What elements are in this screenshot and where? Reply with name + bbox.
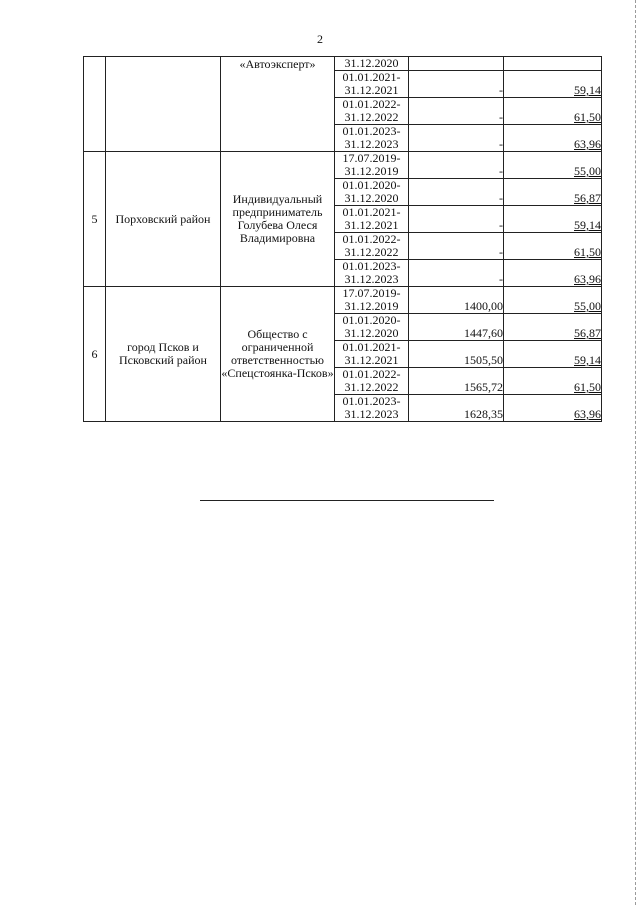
table-row (84, 287, 602, 314)
num-cell (84, 57, 106, 152)
value-cell: 61,50 (504, 98, 602, 125)
value-cell: 56,87 (504, 179, 602, 206)
period-cell: 01.01.2021- 31.12.2021 (335, 341, 409, 368)
period-cell: 01.01.2020- 31.12.2020 (335, 179, 409, 206)
district-cell (106, 57, 221, 152)
value-cell: 59,14 (504, 206, 602, 233)
value-cell: 61,50 (504, 233, 602, 260)
period-cell: 01.01.2023- 31.12.2023 (335, 260, 409, 287)
value-cell: 1505,50 (409, 341, 504, 368)
num-cell: 6 (84, 287, 106, 422)
period-cell: 01.01.2021- 31.12.2021 (335, 71, 409, 98)
period-cell: 01.01.2023- 31.12.2023 (335, 125, 409, 152)
value-cell: - (409, 179, 504, 206)
period-cell: 01.01.2023- 31.12.2023 (335, 395, 409, 422)
value-cell: 55,00 (504, 287, 602, 314)
period-cell: 01.01.2022- 31.12.2022 (335, 98, 409, 125)
organization-cell: «Автоэксперт» (221, 57, 335, 152)
scan-edge-line (634, 0, 636, 905)
table-row (84, 152, 602, 179)
period-cell: 31.12.2020 (335, 57, 409, 71)
value-cell: 63,96 (504, 395, 602, 422)
value-cell: 61,50 (504, 368, 602, 395)
value-cell: 1628,35 (409, 395, 504, 422)
value-cell: - (409, 125, 504, 152)
value-cell: 56,87 (504, 314, 602, 341)
district-cell: Порховский район (106, 152, 221, 287)
value-cell: - (409, 206, 504, 233)
period-cell: 17.07.2019- 31.12.2019 (335, 152, 409, 179)
organization-cell: Общество с ограниченной ответственностью «Спецстоянка-Псков» (221, 287, 335, 422)
value-cell: - (409, 260, 504, 287)
period-cell: 01.01.2021- 31.12.2021 (335, 206, 409, 233)
value-cell: 63,96 (504, 125, 602, 152)
organization-cell: Индивидуальный предприниматель Голубева Олеся Владимировна (221, 152, 335, 287)
num-cell: 5 (84, 152, 106, 287)
value-cell: 1447,60 (409, 314, 504, 341)
value-cell: 59,14 (504, 341, 602, 368)
value-cell: 63,96 (504, 260, 602, 287)
value-cell (504, 57, 602, 71)
value-cell: - (409, 152, 504, 179)
tariff-table (83, 56, 602, 422)
period-cell: 01.01.2020- 31.12.2020 (335, 314, 409, 341)
value-cell: 1565,72 (409, 368, 504, 395)
value-cell: 1400,00 (409, 287, 504, 314)
closing-rule-line (200, 500, 494, 501)
page-number: 2 (317, 32, 323, 46)
period-cell: 01.01.2022- 31.12.2022 (335, 368, 409, 395)
value-cell: 55,00 (504, 152, 602, 179)
value-cell: - (409, 98, 504, 125)
value-cell: - (409, 233, 504, 260)
period-cell: 17.07.2019- 31.12.2019 (335, 287, 409, 314)
value-cell: 59,14 (504, 71, 602, 98)
value-cell (409, 57, 504, 71)
value-cell: - (409, 71, 504, 98)
table-row (84, 57, 602, 71)
district-cell: город Псков и Псковский район (106, 287, 221, 422)
period-cell: 01.01.2022- 31.12.2022 (335, 233, 409, 260)
